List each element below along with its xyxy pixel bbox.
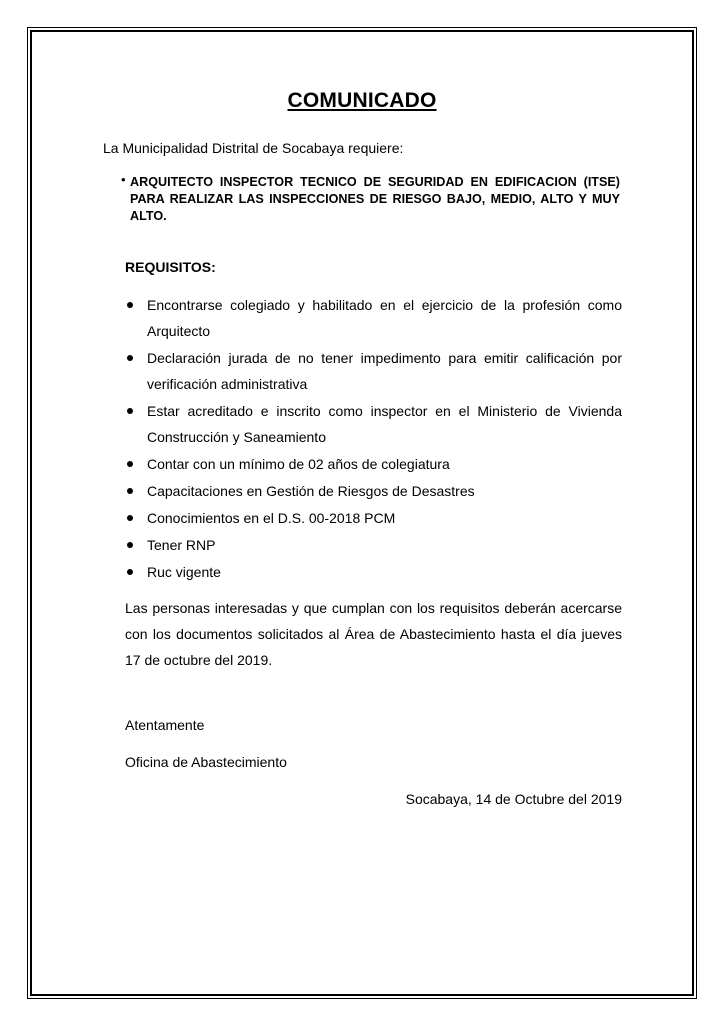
requirement-text: Estar acreditado e inscrito como inspector en el Ministerio de Vivienda Construcción y Saneamiento: [147, 403, 622, 445]
position-bullet: •: [121, 172, 126, 187]
requirement-item: [125, 292, 622, 344]
office-name: Oficina de Abastecimiento: [125, 754, 287, 770]
bullet-icon: [127, 302, 133, 308]
requirement-item: [125, 532, 622, 558]
requirement-text: Ruc vigente: [147, 564, 221, 580]
bullet-icon: [127, 461, 133, 467]
bullet-icon: [127, 408, 133, 414]
requirements-list: [125, 292, 622, 586]
requirement-item: [125, 398, 622, 450]
page-title: COMUNICADO: [287, 89, 437, 112]
bullet-icon: [127, 515, 133, 521]
bullet-icon: [127, 355, 133, 361]
requirement-item: [125, 345, 622, 397]
bullet-icon: [127, 542, 133, 548]
requirement-text: Declaración jurada de no tener impedimento para emitir calificación por verificación administrativa: [147, 350, 622, 392]
signoff-text: Atentamente: [125, 717, 205, 733]
requirements-heading: REQUISITOS:: [125, 259, 216, 275]
requirement-item: [125, 559, 622, 585]
requirement-item: [125, 505, 622, 531]
requirement-text: Conocimientos en el D.S. 00-2018 PCM: [147, 510, 396, 526]
intro-text: La Municipalidad Distrital de Socabaya requiere:: [103, 140, 404, 156]
closing-paragraph: Las personas interesadas y que cumplan con los requisitos deberán acercarse con los documentos solicitados al Área de Abastecimiento hasta el día jueves 17 de octubre del 2019.: [125, 600, 622, 668]
requirement-text: Capacitaciones en Gestión de Riesgos de Desastres: [147, 483, 475, 499]
requirement-text: Tener RNP: [147, 537, 216, 553]
requirement-text: Encontrarse colegiado y habilitado en el ejercicio de la profesión como Arquitecto: [147, 297, 622, 339]
requirement-item: [125, 451, 622, 477]
requirement-item: [125, 478, 622, 504]
requirement-text: Contar con un mínimo de 02 años de colegiatura: [147, 456, 450, 472]
bullet-icon: [127, 488, 133, 494]
document-date: Socabaya, 14 de Octubre del 2019: [405, 791, 622, 807]
bullet-icon: [127, 569, 133, 575]
position-title: ARQUITECTO INSPECTOR TECNICO DE SEGURIDAD EN EDIFICACION (ITSE) PARA REALIZAR LAS INSPECCIONES DE RIESGO BAJO, MEDIO, ALTO Y MUY ALTO.: [130, 175, 620, 223]
